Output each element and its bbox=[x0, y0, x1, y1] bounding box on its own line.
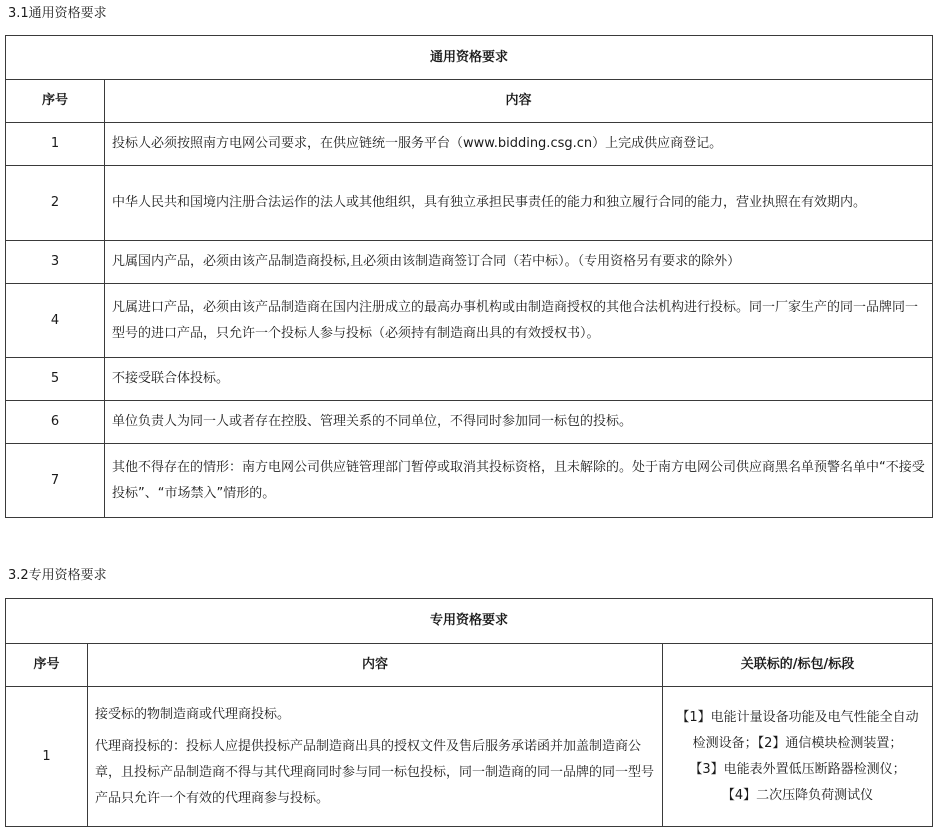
row-content: 凡属进口产品，必须由该产品制造商在国内注册成立的最高办事机构或由制造商授权的其他合法机构进行投标。同一厂家生产的同一品牌同一型号的进口产品，只允许一个投标人参与投标（必须持有制造商出具的有效授权书）。 bbox=[105, 284, 933, 358]
header-content: 内容 bbox=[105, 80, 933, 123]
table-row bbox=[6, 241, 933, 284]
related-lots bbox=[663, 687, 933, 827]
content-paragraph: 接受标的物制造商或代理商投标。 bbox=[95, 706, 291, 722]
section-title-general: 3.1通用资格要求 bbox=[8, 6, 107, 21]
row-content: 投标人必须按照南方电网公司要求，在供应链统一服务平台（www.bidding.csg.cn）上完成供应商登记。 bbox=[105, 123, 933, 166]
table-row bbox=[6, 123, 933, 166]
row-no: 1 bbox=[6, 123, 105, 166]
row-no: 7 bbox=[6, 444, 105, 518]
row-content: 凡属国内产品，必须由该产品制造商投标,且必须由该制造商签订合同（若中标）。（专用资格另有要求的除外） bbox=[105, 241, 933, 284]
row-content: 不接受联合体投标。 bbox=[105, 358, 933, 401]
related-lot-item: 【3】电能表外置低压断路器检测仪； bbox=[689, 761, 906, 777]
general-requirements-table bbox=[5, 35, 933, 518]
table-title: 通用资格要求 bbox=[6, 36, 933, 80]
related-lot-item: 【1】电能计量设备功能及电气性能全自动检测设备； bbox=[676, 709, 919, 751]
header-content: 内容 bbox=[88, 644, 663, 687]
row-no: 3 bbox=[6, 241, 105, 284]
section-title-special: 3.2专用资格要求 bbox=[8, 568, 107, 583]
header-no: 序号 bbox=[6, 644, 88, 687]
content-paragraph: 代理商投标的：投标人应提供投标产品制造商出具的授权文件及售后服务承诺函并加盖制造商公章，且投标产品制造商不得与其代理商同时参与同一标包投标，同一制造商的同一品牌的同一型号产品只允许一个有效的代理商参与投标。 bbox=[95, 738, 655, 806]
table-row bbox=[6, 401, 933, 444]
table-row bbox=[6, 284, 933, 358]
special-requirements-table bbox=[5, 598, 933, 827]
related-lot-item: 【2】通信模块检测装置； bbox=[757, 735, 903, 751]
table-row bbox=[6, 358, 933, 401]
header-no: 序号 bbox=[6, 80, 105, 123]
related-lot-item: 【4】二次压降负荷测试仪 bbox=[721, 787, 874, 803]
row-content: 其他不得存在的情形：南方电网公司供应链管理部门暂停或取消其投标资格，且未解除的。处于南方电网公司供应商黑名单预警名单中“不接受投标”、“市场禁入”情形的。 bbox=[105, 444, 933, 518]
row-no: 4 bbox=[6, 284, 105, 358]
header-related: 关联标的/标包/标段 bbox=[663, 644, 933, 687]
table-row bbox=[6, 444, 933, 518]
table-row bbox=[6, 166, 933, 241]
row-content bbox=[88, 687, 663, 827]
table-row bbox=[6, 687, 933, 827]
row-content: 中华人民共和国境内注册合法运作的法人或其他组织，具有独立承担民事责任的能力和独立履行合同的能力，营业执照在有效期内。 bbox=[105, 166, 933, 241]
row-no: 1 bbox=[6, 687, 88, 827]
row-no: 2 bbox=[6, 166, 105, 241]
row-no: 6 bbox=[6, 401, 105, 444]
row-content: 单位负责人为同一人或者存在控股、管理关系的不同单位，不得同时参加同一标包的投标。 bbox=[105, 401, 933, 444]
table-title: 专用资格要求 bbox=[6, 599, 933, 644]
row-no: 5 bbox=[6, 358, 105, 401]
